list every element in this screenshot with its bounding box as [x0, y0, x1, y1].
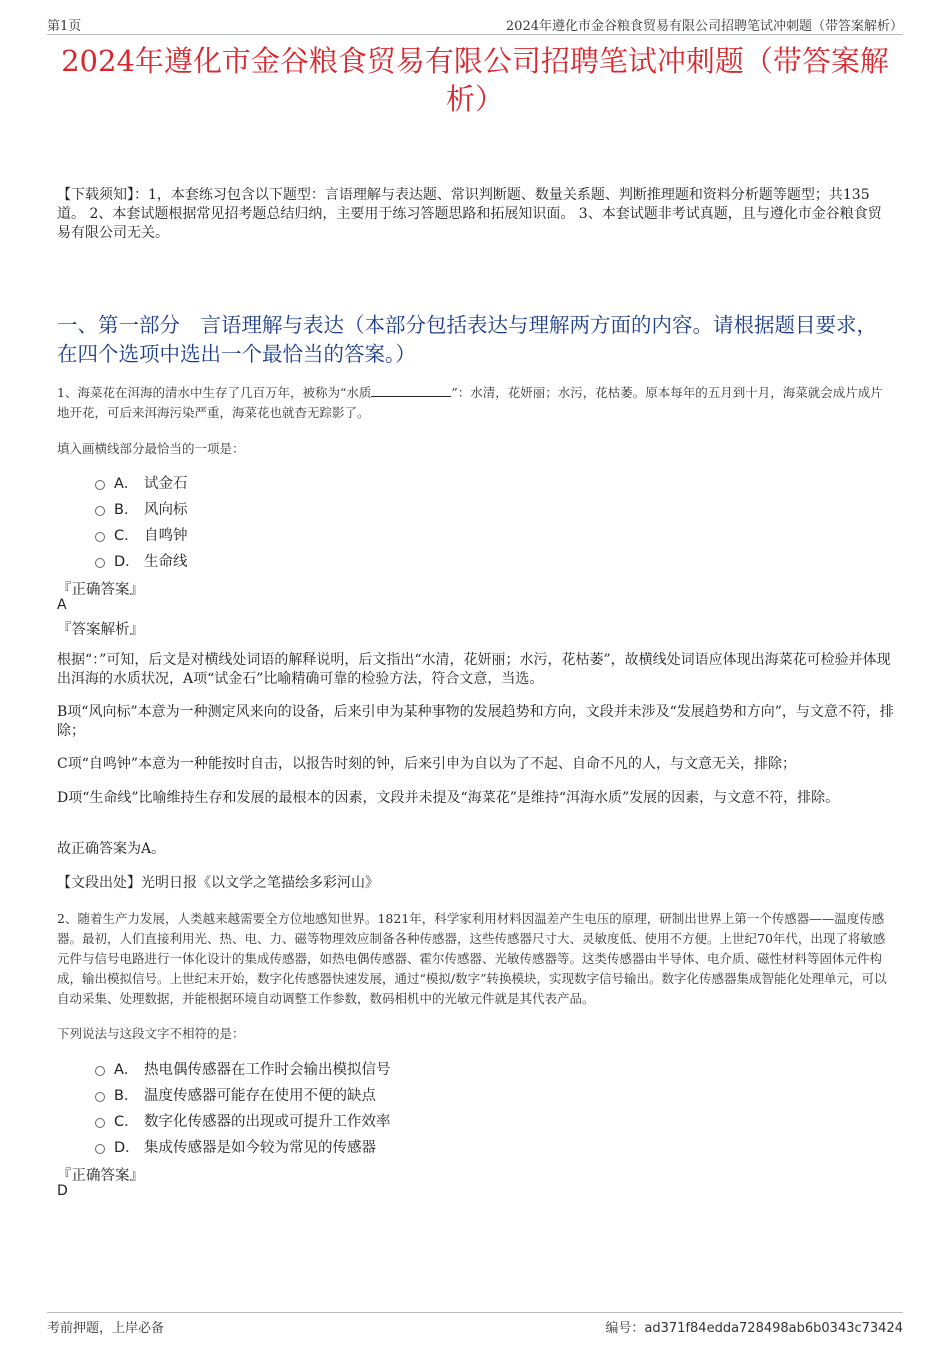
option-letter: A．	[114, 1062, 139, 1078]
option-text: 数字化传感器的出现或可提升工作效率	[144, 1114, 391, 1130]
analysis-paragraph: 根据“：”可知，后文是对横线处词语的解释说明，后文指出“水清，花妍丽；水污，花枯萎”，故横线处词语应体现出海菜花可检验并体现出洱海的水质状况，A项“试金石”比喻精确可靠的检验方法，符合文意，当选。	[57, 652, 891, 687]
page-number: 第1页	[47, 19, 82, 34]
question-2-option-d[interactable]	[95, 1136, 376, 1157]
question-2-prompt: 下列说法与这段文字不相符的是：	[57, 1026, 245, 1041]
radio-icon[interactable]	[95, 558, 105, 568]
option-letter: A．	[114, 476, 139, 492]
question-1-option-b[interactable]	[95, 498, 188, 519]
footer-code	[605, 1317, 903, 1336]
analysis-paragraph: D项“生命线”比喻维持生存和发展的最根本的因素，文段并未提及“海菜花”是维持“洱海水质”发展的因素，与文意不符，排除。	[57, 790, 840, 806]
option-text: 温度传感器可能存在使用不便的缺点	[144, 1088, 376, 1104]
question-1-text-before: 1、海菜花在洱海的清水中生存了几百万年，被称为“水质	[57, 385, 372, 400]
option-text: 生命线	[144, 554, 188, 570]
option-text: 风向标	[144, 502, 188, 518]
header-doc-title: 2024年遵化市金谷粮食贸易有限公司招聘笔试冲刺题（带答案解析）	[505, 19, 903, 34]
question-1-prompt: 填入画横线部分最恰当的一项是：	[57, 441, 245, 456]
radio-icon[interactable]	[95, 1144, 105, 1154]
analysis-paragraph: C项“自鸣钟”本意为一种能按时自击，以报告时刻的钟，后来引申为自以为了不起、自命不凡的人，与文意无关，排除；	[57, 756, 797, 772]
question-2-option-a[interactable]	[95, 1058, 391, 1079]
question-1-text	[57, 383, 895, 423]
option-text: 自鸣钟	[144, 528, 188, 544]
answer-blank	[371, 384, 451, 397]
question-2-option-c[interactable]	[95, 1110, 391, 1131]
option-letter: C．	[114, 1114, 139, 1130]
question-2-text: 2、随着生产力发展，人类越来越需要全方位地感知世界。1821年，科学家利用材料因温差产生电压的原理，研制出世界上第一个传感器——温度传感器。最初，人们直接利用光、热、电、力、磁等物理效应制备各种传感器，这些传感器尺寸大、灵敏度低、使用不方便。上世纪70年代，出现了将敏感元件与信号电路进行一体化设计的集成传感器，如热电偶传感器、霍尔传感器、光敏传感器等。这类传感器由半导体、电介质、磁性材料等固体元件构成，输出模拟信号。上世纪末开始，数字化传感器快速发展，通过“模拟/数字”转换模块，实现数字信号输出。数字化传感器集成智能化处理单元，可以自动采集、处理数据，并能根据环境自动调整工作参数，数码相机中的光敏元件就是其代表产品。	[57, 911, 887, 1006]
page-footer	[47, 1312, 903, 1336]
radio-icon[interactable]	[95, 1118, 105, 1128]
correct-answer-label: 『正确答案』	[57, 1168, 144, 1184]
option-text: 试金石	[144, 476, 188, 492]
footer-code-value: ad371f84edda728498ab6b0343c73424	[644, 1321, 903, 1336]
question-1-text-after: ”：水清，花妍丽；水污，花枯萎。原本每年的五月到十月，海菜就会成片成片地开花，可后来洱海污染严重，海菜花也就杳无踪影了。	[57, 385, 883, 420]
option-letter: C．	[114, 528, 139, 544]
source-citation: 【文段出处】光明日报《以文学之笔描绘多彩河山》	[57, 875, 379, 891]
footer-slogan: 考前押题，上岸必备	[47, 1321, 165, 1336]
question-1-option-c[interactable]	[95, 524, 188, 545]
page-header	[47, 12, 903, 35]
option-letter: B．	[114, 1088, 139, 1104]
question-1-option-d[interactable]	[95, 550, 188, 571]
correct-answer-label: 『正确答案』	[57, 582, 144, 598]
radio-icon[interactable]	[95, 1092, 105, 1102]
question-1-option-a[interactable]	[95, 472, 188, 493]
option-text: 集成传感器是如今较为常见的传感器	[144, 1140, 376, 1156]
analysis-label: 『答案解析』	[57, 622, 144, 638]
correct-answer: A	[57, 597, 67, 613]
section-heading: 一、第一部分 言语理解与表达（本部分包括表达与理解两方面的内容。请根据题目要求，在四个选项中选出一个最恰当的答案。）	[57, 313, 877, 366]
download-notice: 【下载须知】：1，本套练习包含以下题型：言语理解与表达题、常识判断题、数量关系题、判断推理题和资料分析题等题型；共135道。 2、本套试题根据常见招考题总结归纳，主要用于练习答题思路和拓展知识面。 3、本套试题非考试真题，且与遵化市金谷粮食贸易有限公司无关。	[57, 187, 882, 241]
option-text: 热电偶传感器在工作时会输出模拟信号	[144, 1062, 391, 1078]
radio-icon[interactable]	[95, 480, 105, 490]
option-letter: B．	[114, 502, 139, 518]
analysis-paragraph: B项“风向标”本意为一种测定风来向的设备，后来引申为某种事物的发展趋势和方向，文段并未涉及“发展趋势和方向”，与文意不符，排除；	[57, 704, 894, 739]
question-2-option-b[interactable]	[95, 1084, 376, 1105]
option-letter: D．	[114, 554, 140, 570]
radio-icon[interactable]	[95, 1066, 105, 1076]
document-title: 2024年遵化市金谷粮食贸易有限公司招聘笔试冲刺题（带答案解析）	[61, 44, 889, 116]
correct-answer: D	[57, 1183, 68, 1199]
analysis-conclusion: 故正确答案为A。	[57, 841, 166, 857]
radio-icon[interactable]	[95, 532, 105, 542]
footer-code-label: 编号：	[605, 1321, 645, 1336]
radio-icon[interactable]	[95, 506, 105, 516]
option-letter: D．	[114, 1140, 140, 1156]
